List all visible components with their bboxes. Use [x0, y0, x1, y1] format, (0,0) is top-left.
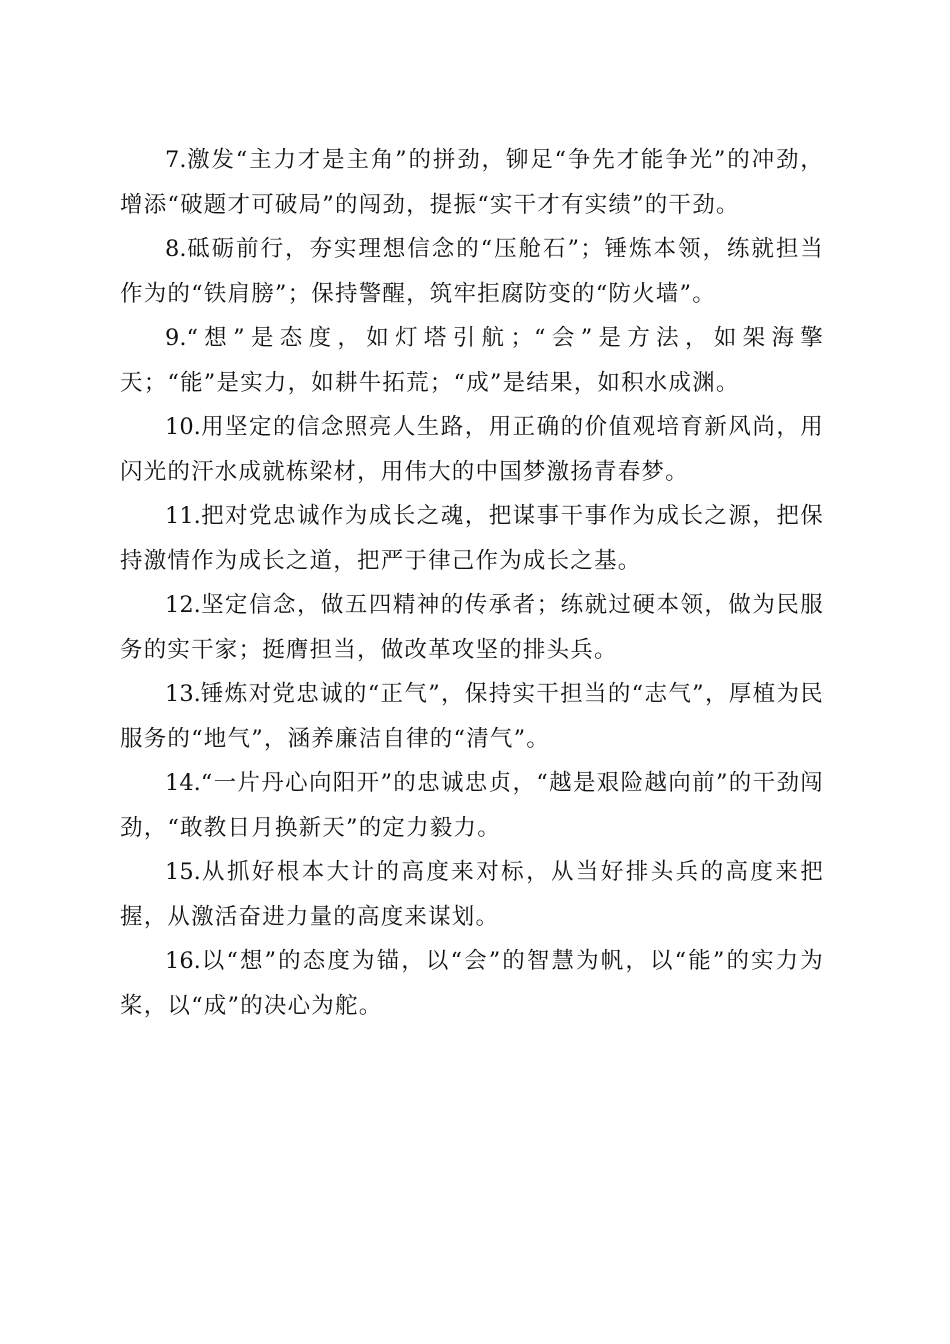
- paragraph-9: [120, 316, 824, 405]
- paragraph-number: 12.: [165, 592, 201, 618]
- paragraph-text: 从抓好根本大计的高度来对标，从当好排头兵的高度来把握，从激活奋进力量的高度来谋划。: [120, 859, 824, 930]
- paragraph-13: [120, 672, 824, 761]
- document-body: [120, 138, 824, 1028]
- paragraph-number: 15.: [165, 859, 201, 885]
- paragraph-number: 11.: [165, 503, 201, 529]
- paragraph-number: 16.: [165, 948, 201, 974]
- paragraph-12: [120, 583, 824, 672]
- paragraph-number: 13.: [165, 681, 201, 707]
- paragraph-15: [120, 850, 824, 939]
- paragraph-11: [120, 494, 824, 583]
- paragraph-text: 用坚定的信念照亮人生路，用正确的价值观培育新风尚，用闪光的汗水成就栋梁材，用伟大的中国梦激扬青春梦。: [120, 414, 824, 485]
- paragraph-text: 坚定信念，做五四精神的传承者；练就过硬本领，做为民服务的实干家；挺膺担当，做改革攻坚的排头兵。: [120, 592, 824, 663]
- paragraph-text: 把对党忠诚作为成长之魂，把谋事干事作为成长之源，把保持激情作为成长之道，把严于律己作为成长之基。: [120, 503, 824, 574]
- paragraph-number: 9.: [165, 325, 187, 351]
- paragraph-number: 10.: [165, 414, 201, 440]
- paragraph-text: “想”是态度，如灯塔引航；“会”是方法，如架海擎天；“能”是实力，如耕牛拓荒；“成”是结果，如积水成渊。: [120, 325, 824, 396]
- paragraph-text: 激发“主力才是主角”的拼劲，铆足“争先才能争光”的冲劲，增添“破题才可破局”的闯劲，提振“实干才有实绩”的干劲。: [120, 147, 824, 218]
- paragraph-number: 14.: [165, 770, 201, 796]
- paragraph-text: “一片丹心向阳开”的忠诚忠贞，“越是艰险越向前”的干劲闯劲，“敢教日月换新天”的定力毅力。: [120, 770, 824, 841]
- paragraph-8: [120, 227, 824, 316]
- paragraph-number: 8.: [165, 236, 187, 262]
- paragraph-text: 砥砺前行，夯实理想信念的“压舱石”；锤炼本领，练就担当作为的“铁肩膀”；保持警醒，筑牢拒腐防变的“防火墙”。: [120, 236, 824, 307]
- paragraph-text: 锤炼对党忠诚的“正气”，保持实干担当的“志气”，厚植为民服务的“地气”，涵养廉洁自律的“清气”。: [120, 681, 824, 752]
- paragraph-7: [120, 138, 824, 227]
- paragraph-number: 7.: [165, 147, 187, 173]
- paragraph-10: [120, 405, 824, 494]
- paragraph-text: 以“想”的态度为锚，以“会”的智慧为帆，以“能”的实力为桨，以“成”的决心为舵。: [120, 948, 824, 1019]
- paragraph-16: [120, 939, 824, 1028]
- paragraph-14: [120, 761, 824, 850]
